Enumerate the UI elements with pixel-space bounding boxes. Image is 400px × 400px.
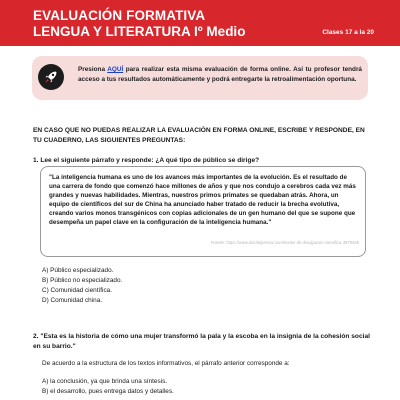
classes-label: Clases 17 a la 20 bbox=[322, 29, 374, 36]
document-title: EVALUACIÓN FORMATIVA bbox=[33, 8, 206, 23]
instructions-text: EN CASO QUE NO PUEDAS REALIZAR LA EVALUACIÓN EN FORMA ONLINE, ESCRIBE Y RESPONDE, EN TU CUADERNO, LAS SIGUIENTES PREGUNTAS: bbox=[33, 127, 365, 144]
online-evaluation-link[interactable]: AQUÍ bbox=[107, 66, 124, 73]
question-2-options bbox=[42, 377, 174, 397]
header-banner bbox=[0, 0, 400, 46]
question-1-options bbox=[42, 266, 122, 306]
option-c: C) Comunidad científica. bbox=[42, 287, 112, 294]
option-a: A) Público especializado. bbox=[42, 267, 114, 274]
subject-title: LENGUA Y LITERATURA Iº Medio bbox=[33, 24, 246, 39]
question-1-prompt: 1. Lee el siguiente párrafo y responde: ¿A qué tipo de público se dirige? bbox=[33, 157, 260, 164]
option-d: D) Comunidad china. bbox=[42, 297, 103, 304]
quote-text: "La inteligencia humana es uno de los avances más importantes de la evolución. Es el resultado de una carrera de fondo que comenzó hace millones de años y que nos condujo a cerebros cada vez más grandes y nuevas habilidades. Mientras, nuestros primos primates se quedaban atrás. Ahora, un equipo de científicos del sur de China ha anunciado haber tratado de reducir la brecha evolutiva, creando varios monos transgénicos con copias adicionales de un gen humano del que se supone que desempeña un papel clave en la configuración de la inteligencia humana." bbox=[49, 174, 356, 227]
rocket-icon bbox=[38, 64, 64, 90]
quote-source: Fuente: https://www.abcdelpensar.com/textos-de-divulgacion-cientifica-3879465 bbox=[210, 240, 359, 245]
option-b: B) Público no especializado. bbox=[42, 277, 123, 284]
online-notice-text bbox=[78, 65, 362, 84]
notice-text-end: para realizar esta misma evaluación de forma online. Así tu profesor tendrá acceso a tus resultados automáticamente y podrá entregarte la retroalimentación oportuna. bbox=[78, 66, 362, 83]
quote-box bbox=[40, 166, 366, 257]
notice-text-start: Presiona bbox=[78, 66, 108, 73]
option-a: A) la conclusión, ya que brinda una síntesis. bbox=[42, 378, 168, 385]
online-evaluation-notice bbox=[32, 56, 368, 100]
question-2-instruction: De acuerdo a la estructura de los textos informativos, el párrafo anterior corresponde a: bbox=[42, 360, 290, 367]
question-2-prompt: 2. "Esta es la historia de cómo una mujer transformó la pala y la escoba en la insignia de la cohesión social en su barrio." bbox=[33, 333, 370, 350]
option-b: B) el desarrollo, pues entrega datos y detalles. bbox=[42, 388, 174, 395]
